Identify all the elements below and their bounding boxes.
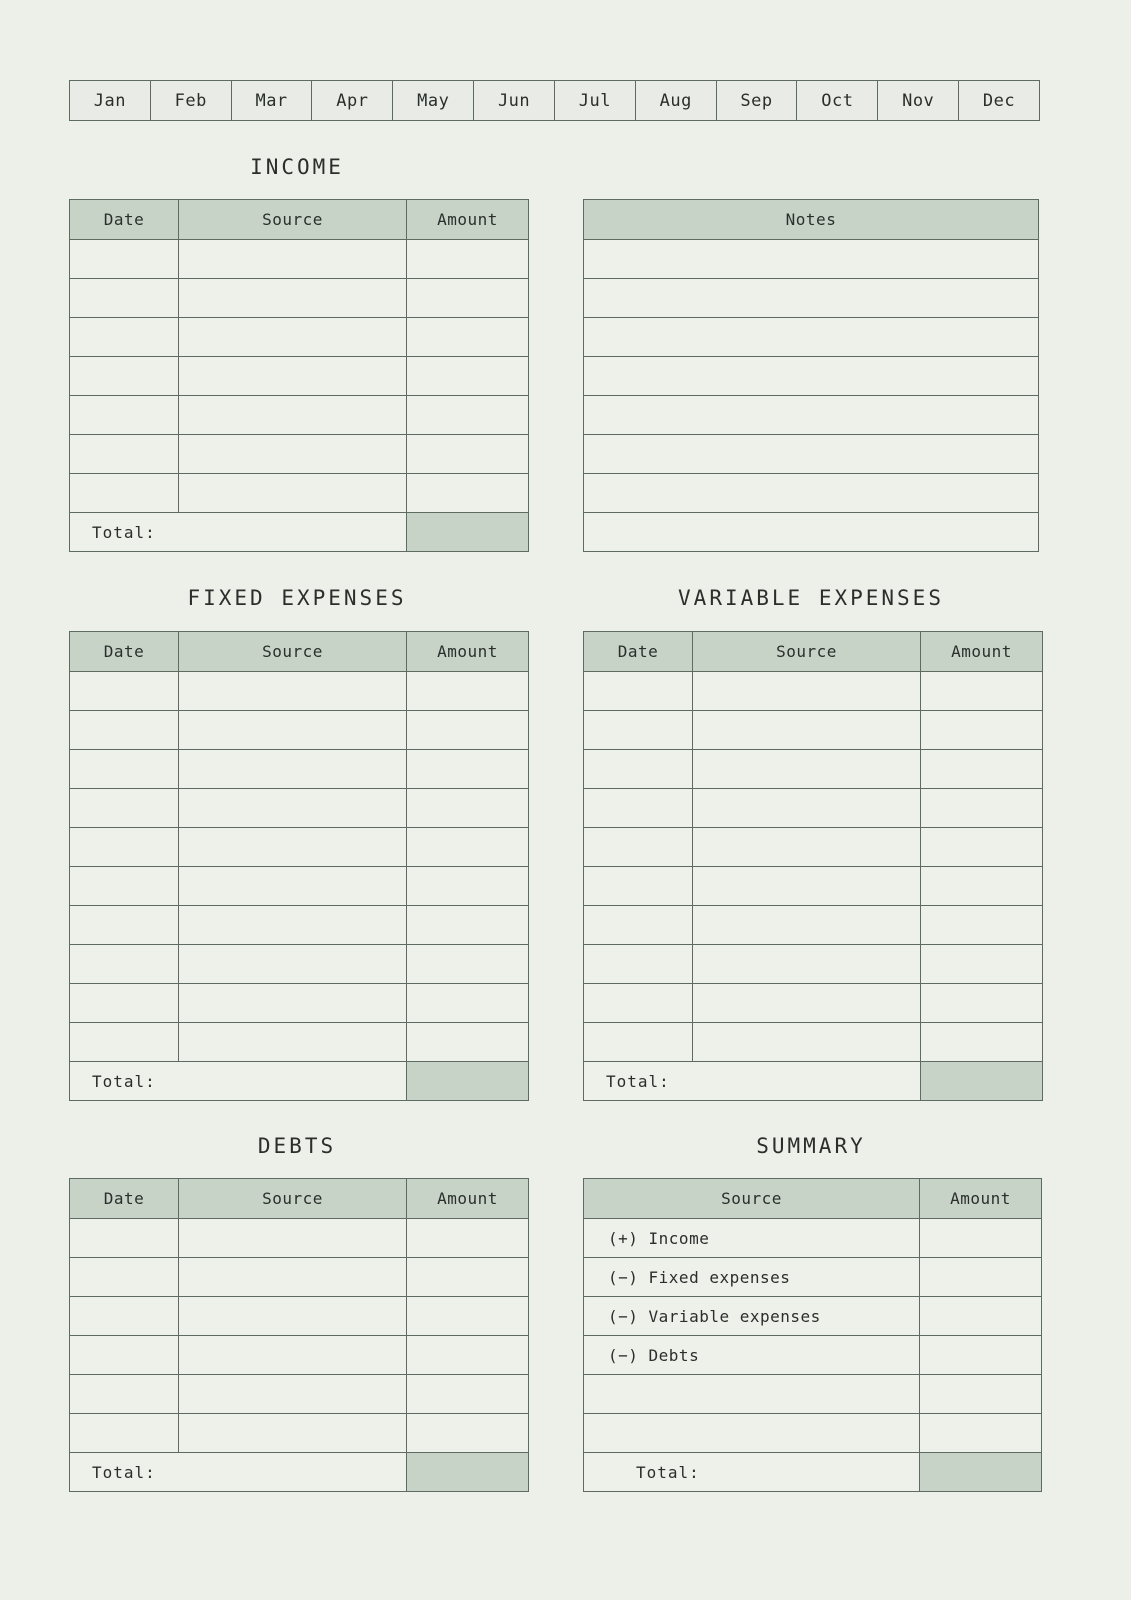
variable-cell-date[interactable] [584,789,693,828]
variable-cell-amount[interactable] [921,828,1043,867]
fixed-total-amount[interactable] [407,1062,529,1101]
fixed-cell-source[interactable] [179,1023,407,1062]
fixed-cell-source[interactable] [179,672,407,711]
fixed-cell-source[interactable] [179,711,407,750]
fixed-header-source: Source [179,632,407,672]
summary-header-source: Source [584,1179,920,1219]
month-tab-feb[interactable]: Feb [151,81,232,120]
debts-cell-amount[interactable] [407,1375,529,1414]
variable-cell-source[interactable] [693,906,921,945]
fixed-header-row [70,632,529,672]
summary-label-income: (+) Income [584,1219,920,1258]
fixed-cell-date[interactable] [70,867,179,906]
fixed-cell-amount[interactable] [407,867,529,906]
variable-cell-amount[interactable] [921,945,1043,984]
table-row[interactable] [70,1219,529,1258]
variable-cell-amount[interactable] [921,750,1043,789]
table-row[interactable] [70,672,529,711]
variable-cell-source[interactable] [693,789,921,828]
summary-amount-blank[interactable] [920,1375,1042,1414]
summary-header-row [584,1179,1042,1219]
table-row[interactable] [70,945,529,984]
table-row[interactable] [70,396,529,435]
debts-header-row [70,1179,529,1219]
month-tab-jan[interactable]: Jan [70,81,151,120]
debts-header-date: Date [70,1179,179,1219]
variable-header-amount: Amount [921,632,1043,672]
income-cell-date[interactable] [70,240,179,279]
income-cell-amount[interactable] [407,357,529,396]
variable-cell-source[interactable] [693,750,921,789]
debts-cell-source[interactable] [179,1414,407,1453]
debts-cell-source[interactable] [179,1375,407,1414]
table-row[interactable] [70,789,529,828]
summary-label-blank[interactable] [584,1414,920,1453]
table-row[interactable] [584,711,1043,750]
notes-header: Notes [584,200,1039,240]
notes-cell[interactable] [584,357,1039,396]
summary-amount-variable[interactable] [920,1297,1042,1336]
variable-cell-source[interactable] [693,711,921,750]
fixed-cell-amount[interactable] [407,906,529,945]
month-tab-jul[interactable]: Jul [555,81,636,120]
table-row[interactable] [584,789,1043,828]
income-cell-date[interactable] [70,396,179,435]
income-cell-amount[interactable] [407,435,529,474]
fixed-cell-date[interactable] [70,945,179,984]
table-row[interactable] [70,1258,529,1297]
income-header-date: Date [70,200,179,240]
summary-label-debts: (−) Debts [584,1336,920,1375]
income-cell-source[interactable] [179,318,407,357]
debts-cell-source[interactable] [179,1297,407,1336]
debts-cell-amount[interactable] [407,1297,529,1336]
table-row[interactable] [70,711,529,750]
table-row[interactable] [70,318,529,357]
summary-row-blank[interactable] [584,1414,1042,1453]
month-tab-sep[interactable]: Sep [717,81,798,120]
income-cell-source[interactable] [179,240,407,279]
summary-label-variable: (−) Variable expenses [584,1297,920,1336]
fixed-cell-date[interactable] [70,789,179,828]
variable-cell-amount[interactable] [921,906,1043,945]
summary-row-fixed[interactable] [584,1258,1042,1297]
income-cell-source[interactable] [179,279,407,318]
income-total-amount[interactable] [407,513,529,552]
table-row[interactable] [584,984,1043,1023]
variable-cell-date[interactable] [584,750,693,789]
table-row[interactable] [584,906,1043,945]
table-row[interactable] [70,1414,529,1453]
table-row[interactable] [584,318,1039,357]
table-row[interactable] [70,474,529,513]
table-row[interactable] [584,828,1043,867]
income-header-row [70,200,529,240]
table-row[interactable] [70,828,529,867]
summary-total-label: Total: [584,1453,920,1492]
variable-cell-date[interactable] [584,828,693,867]
fixed-cell-source[interactable] [179,789,407,828]
summary-section-title: SUMMARY [756,1134,866,1158]
debts-table[interactable] [69,1178,529,1492]
notes-cell[interactable] [584,474,1039,513]
table-row[interactable] [584,672,1043,711]
income-cell-amount[interactable] [407,474,529,513]
debts-cell-date[interactable] [70,1258,179,1297]
summary-amount-fixed[interactable] [920,1258,1042,1297]
fixed-cell-date[interactable] [70,984,179,1023]
table-row[interactable] [584,357,1039,396]
table-row[interactable] [584,474,1039,513]
income-cell-amount[interactable] [407,396,529,435]
table-row[interactable] [584,1023,1043,1062]
debts-cell-amount[interactable] [407,1219,529,1258]
variable-cell-amount[interactable] [921,1023,1043,1062]
debts-cell-source[interactable] [179,1219,407,1258]
income-cell-date[interactable] [70,279,179,318]
fixed-cell-amount[interactable] [407,828,529,867]
debts-total-label: Total: [70,1453,407,1492]
table-row[interactable] [584,435,1039,474]
income-section-title: INCOME [250,155,344,179]
variable-cell-source[interactable] [693,945,921,984]
debts-cell-source[interactable] [179,1258,407,1297]
month-tab-nov[interactable]: Nov [878,81,959,120]
fixed-cell-date[interactable] [70,750,179,789]
summary-label-fixed: (−) Fixed expenses [584,1258,920,1297]
fixed-cell-amount[interactable] [407,789,529,828]
income-cell-source[interactable] [179,396,407,435]
income-table[interactable] [69,199,529,552]
table-row[interactable] [70,906,529,945]
table-row[interactable] [70,1375,529,1414]
table-row[interactable] [70,1297,529,1336]
notes-cell[interactable] [584,318,1039,357]
variable-cell-source[interactable] [693,672,921,711]
table-row[interactable] [70,1023,529,1062]
income-total-row[interactable] [70,513,529,552]
variable-cell-source[interactable] [693,1023,921,1062]
fixed-cell-source[interactable] [179,906,407,945]
summary-label-blank[interactable] [584,1375,920,1414]
variable-total-row[interactable] [584,1062,1043,1101]
income-header-amount: Amount [407,200,529,240]
variable-cell-amount[interactable] [921,672,1043,711]
debts-cell-date[interactable] [70,1297,179,1336]
month-tab-apr[interactable]: Apr [312,81,393,120]
fixed-cell-source[interactable] [179,828,407,867]
fixed-cell-date[interactable] [70,828,179,867]
income-cell-date[interactable] [70,435,179,474]
income-cell-source[interactable] [179,435,407,474]
debts-total-amount[interactable] [407,1453,529,1492]
table-row[interactable] [70,357,529,396]
notes-cell[interactable] [584,240,1039,279]
table-row[interactable] [70,750,529,789]
summary-total-amount[interactable] [920,1453,1042,1492]
table-row[interactable] [584,396,1039,435]
fixed-cell-amount[interactable] [407,945,529,984]
income-cell-date[interactable] [70,318,179,357]
table-row[interactable] [584,945,1043,984]
month-tab-bar[interactable] [69,80,1040,121]
table-row[interactable] [70,240,529,279]
fixed-cell-date[interactable] [70,711,179,750]
fixed-header-date: Date [70,632,179,672]
fixed-cell-amount[interactable] [407,1023,529,1062]
summary-header-amount: Amount [920,1179,1042,1219]
variable-header-date: Date [584,632,693,672]
fixed-cell-date[interactable] [70,672,179,711]
variable-cell-amount[interactable] [921,789,1043,828]
fixed-cell-amount[interactable] [407,984,529,1023]
variable-cell-amount[interactable] [921,867,1043,906]
summary-row-debts[interactable] [584,1336,1042,1375]
notes-table[interactable] [583,199,1039,552]
month-tab-mar[interactable]: Mar [232,81,313,120]
variable-cell-amount[interactable] [921,711,1043,750]
income-cell-source[interactable] [179,357,407,396]
variable-cell-date[interactable] [584,945,693,984]
debts-cell-amount[interactable] [407,1258,529,1297]
table-row[interactable] [584,240,1039,279]
summary-table[interactable] [583,1178,1042,1492]
fixed-cell-source[interactable] [179,867,407,906]
variable-cell-date[interactable] [584,672,693,711]
variable-expenses-table[interactable] [583,631,1043,1101]
debts-header-amount: Amount [407,1179,529,1219]
variable-expenses-section-title: VARIABLE EXPENSES [678,586,944,610]
notes-cell[interactable] [584,396,1039,435]
variable-cell-source[interactable] [693,828,921,867]
table-row[interactable] [584,867,1043,906]
variable-cell-source[interactable] [693,984,921,1023]
table-row[interactable] [70,984,529,1023]
fixed-cell-amount[interactable] [407,711,529,750]
variable-cell-date[interactable] [584,984,693,1023]
variable-cell-date[interactable] [584,711,693,750]
debts-cell-date[interactable] [70,1219,179,1258]
table-row[interactable] [584,750,1043,789]
fixed-cell-amount[interactable] [407,672,529,711]
table-row[interactable] [70,435,529,474]
variable-header-row [584,632,1043,672]
income-cell-amount[interactable] [407,240,529,279]
table-row[interactable] [70,867,529,906]
income-cell-source[interactable] [179,474,407,513]
fixed-cell-date[interactable] [70,1023,179,1062]
variable-cell-date[interactable] [584,867,693,906]
debts-cell-date[interactable] [70,1414,179,1453]
fixed-header-amount: Amount [407,632,529,672]
variable-header-source: Source [693,632,921,672]
debts-header-source: Source [179,1179,407,1219]
month-tab-dec[interactable]: Dec [959,81,1039,120]
fixed-cell-source[interactable] [179,984,407,1023]
notes-cell[interactable] [584,513,1039,552]
summary-row-income[interactable] [584,1219,1042,1258]
fixed-cell-source[interactable] [179,945,407,984]
debts-section-title: DEBTS [257,1134,337,1158]
fixed-cell-source[interactable] [179,750,407,789]
income-total-label: Total: [70,513,407,552]
fixed-cell-date[interactable] [70,906,179,945]
table-row[interactable] [70,1336,529,1375]
notes-cell[interactable] [584,279,1039,318]
variable-cell-source[interactable] [693,867,921,906]
summary-amount-income[interactable] [920,1219,1042,1258]
debts-cell-date[interactable] [70,1375,179,1414]
summary-row-variable[interactable] [584,1297,1042,1336]
variable-cell-amount[interactable] [921,984,1043,1023]
debts-cell-source[interactable] [179,1336,407,1375]
income-cell-date[interactable] [70,357,179,396]
variable-total-amount[interactable] [921,1062,1043,1101]
variable-total-label: Total: [584,1062,921,1101]
notes-header-row [584,200,1039,240]
fixed-total-row[interactable] [70,1062,529,1101]
income-cell-amount[interactable] [407,279,529,318]
debts-cell-amount[interactable] [407,1414,529,1453]
debts-cell-date[interactable] [70,1336,179,1375]
table-row[interactable] [70,279,529,318]
fixed-expenses-table[interactable] [69,631,529,1101]
notes-cell[interactable] [584,435,1039,474]
month-tab-may[interactable]: May [393,81,474,120]
debts-cell-amount[interactable] [407,1336,529,1375]
month-tab-jun[interactable]: Jun [474,81,555,120]
fixed-expenses-section-title: FIXED EXPENSES [187,586,407,610]
debts-total-row[interactable] [70,1453,529,1492]
table-row[interactable] [584,513,1039,552]
summary-row-blank[interactable] [584,1375,1042,1414]
table-row[interactable] [584,279,1039,318]
fixed-total-label: Total: [70,1062,407,1101]
summary-amount-blank[interactable] [920,1414,1042,1453]
income-cell-amount[interactable] [407,318,529,357]
income-header-source: Source [179,200,407,240]
summary-total-row[interactable] [584,1453,1042,1492]
fixed-cell-amount[interactable] [407,750,529,789]
variable-cell-date[interactable] [584,906,693,945]
summary-amount-debts[interactable] [920,1336,1042,1375]
month-tab-oct[interactable]: Oct [797,81,878,120]
income-cell-date[interactable] [70,474,179,513]
variable-cell-date[interactable] [584,1023,693,1062]
month-tab-aug[interactable]: Aug [636,81,717,120]
